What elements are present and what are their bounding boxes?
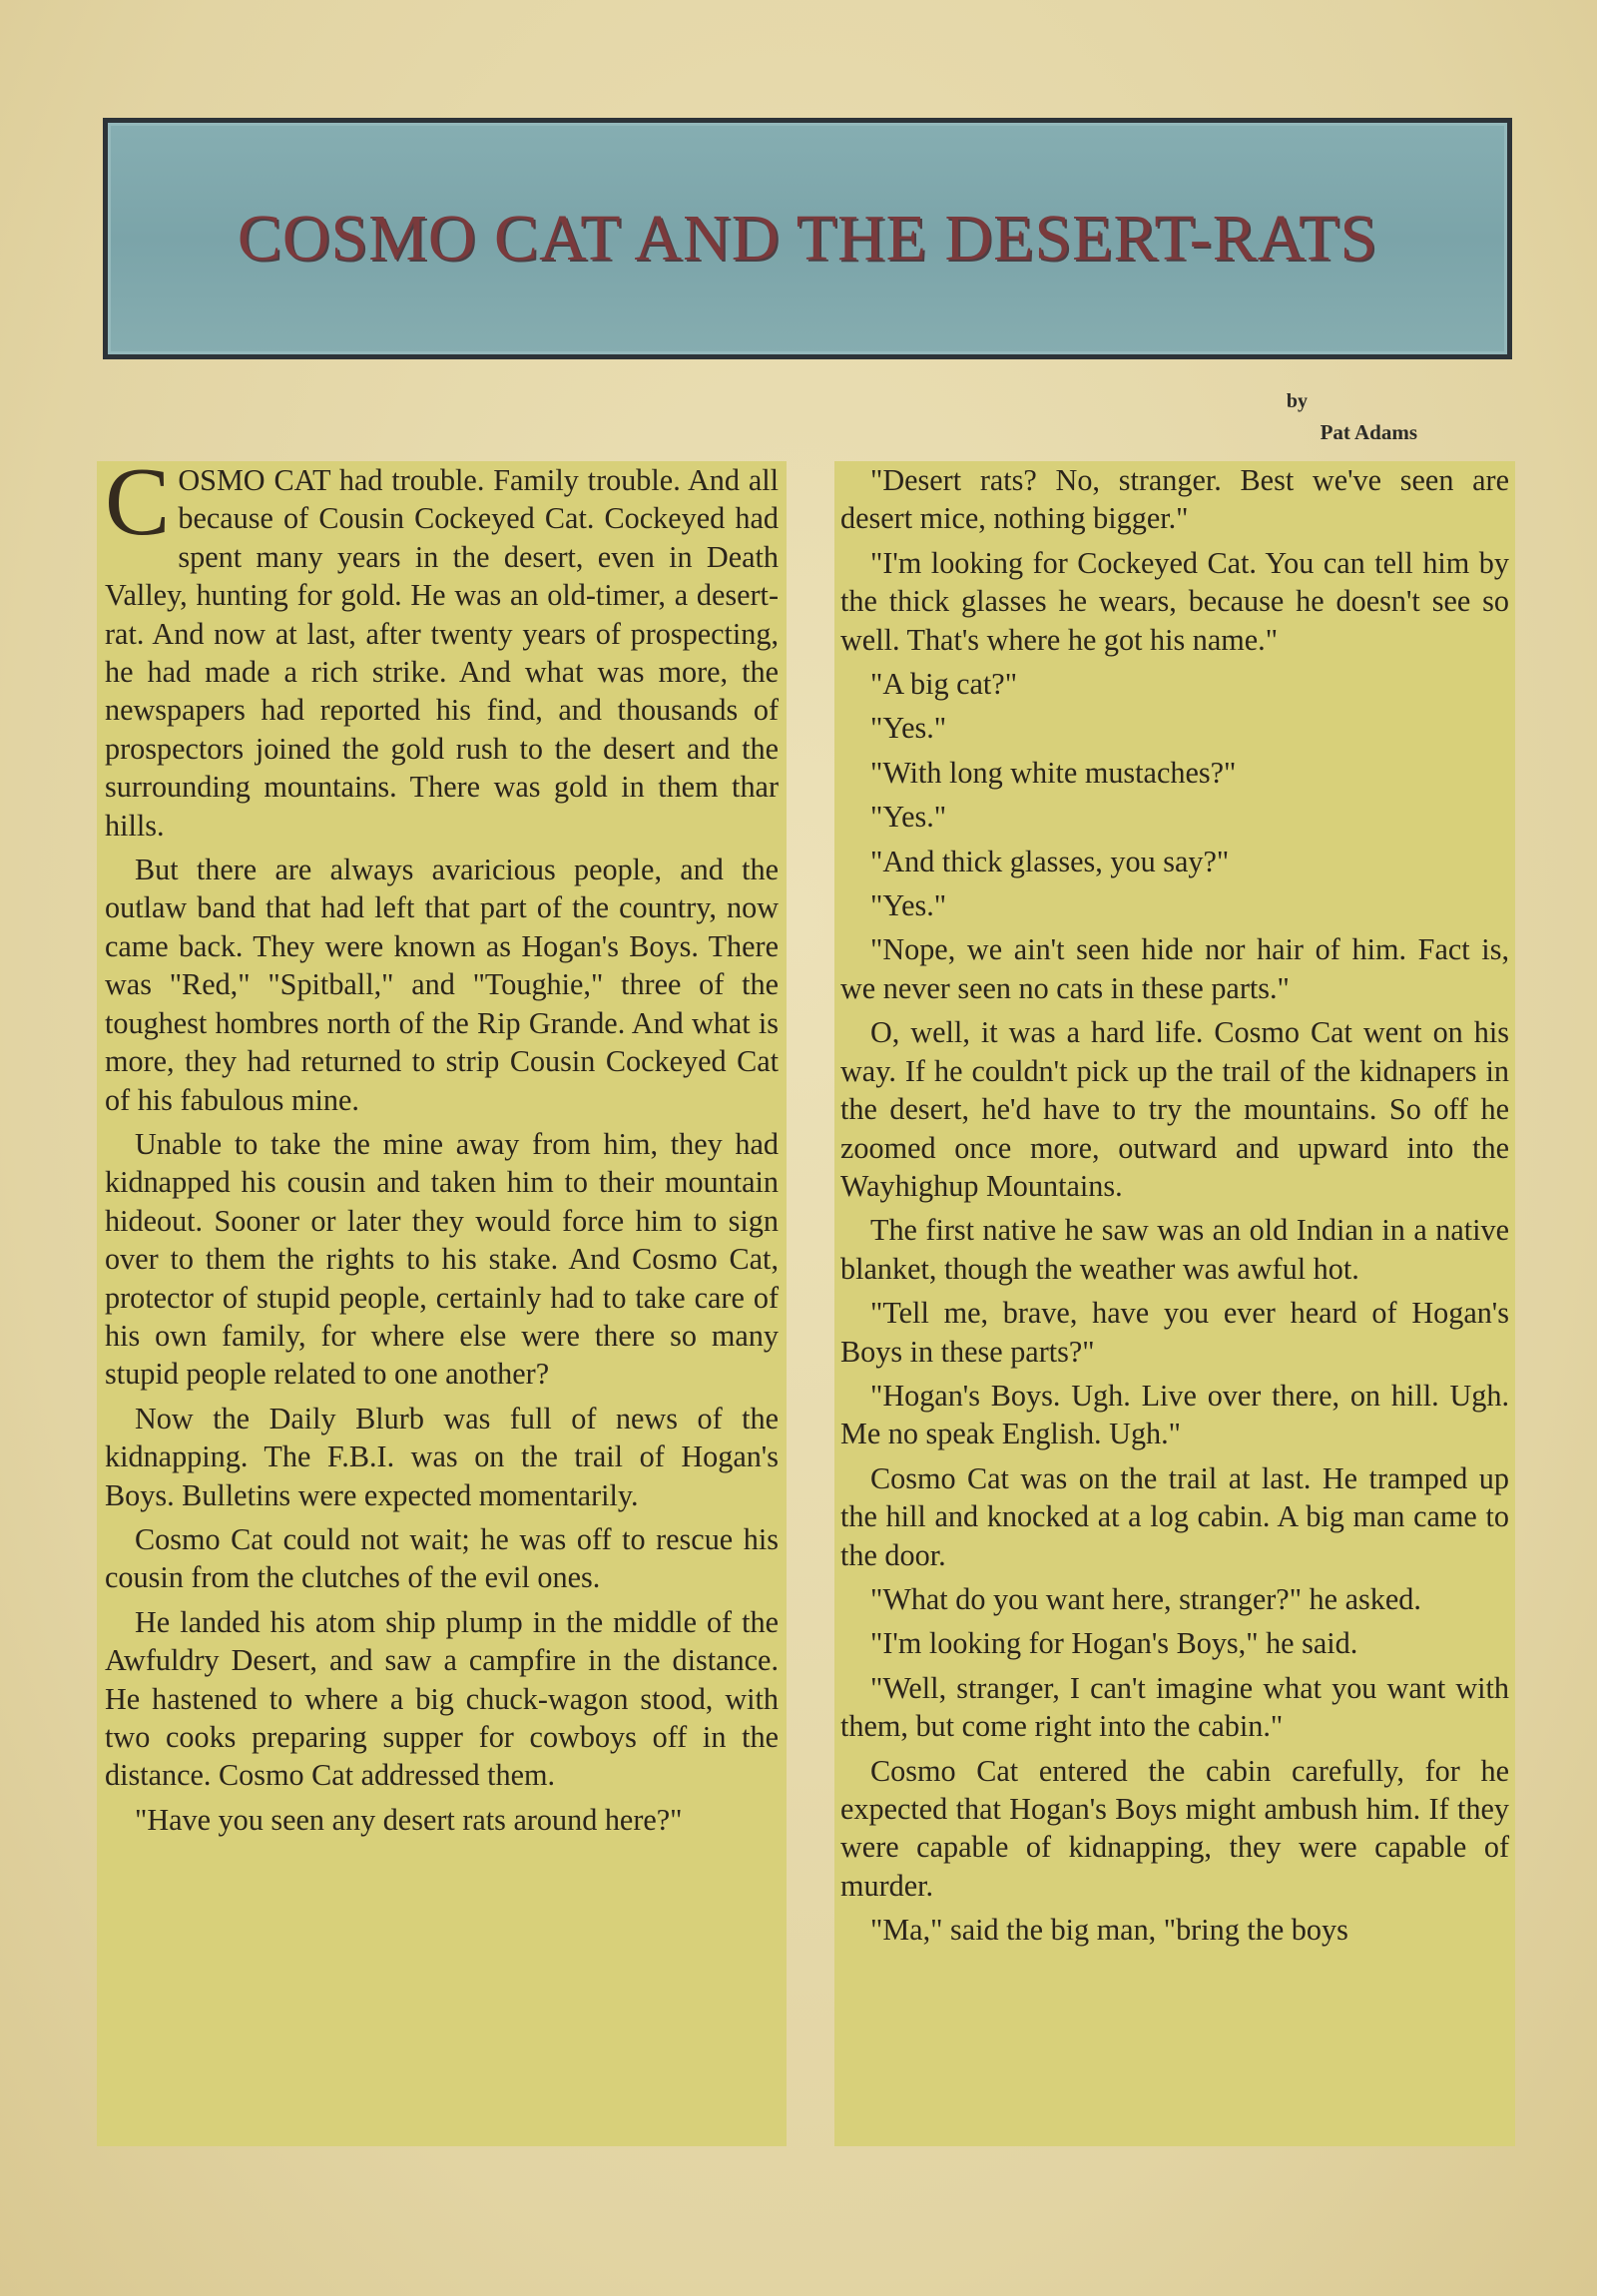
paragraph: "With long white mustaches?" [870,755,1237,790]
paragraph: "I'm looking for Hogan's Boys," he said. [870,1626,1358,1661]
paragraph: "What do you want here, stranger?" he asked. [870,1581,1421,1616]
drop-cap: C [105,461,171,556]
paragraph: "Desert rats? No, stranger. Best we've seen are desert mice, nothing bigger." [840,463,1509,536]
paragraph: Cosmo Cat could not wait; he was off to rescue his cousin from the clutches of the evil ones. [105,1521,779,1595]
paragraph: "Yes." [870,800,947,835]
paragraph: "Have you seen any desert rats around here?" [135,1802,683,1837]
paragraph: "A big cat?" [870,667,1018,702]
paragraph: COSMO CAT had trouble. Family trouble. And all because of Cousin Cockeyed Cat. Cockeyed had spent many years in the desert, even in Death Valley, hunting for gold. He was an old-timer, a desert-rat. And now at last, after twenty years of prospecting, he had made a rich strike. And what was more, the newspapers had reported his find, and thousands of prospectors joined the gold rush to the desert and the surrounding mountains. There was gold in them thar hills. [105,461,779,843]
paragraph: "I'm looking for Cockeyed Cat. You can tell him by the thick glasses he wears, because he doesn't see so well. That's where he got his name." [840,545,1509,657]
paragraph: "Tell me, brave, have you ever heard of Hogan's Boys in these parts?" [840,1296,1509,1369]
paragraph: Cosmo Cat was on the trail at last. He tramped up the hill and knocked at a log cabin. A big man came to the door. [840,1460,1509,1572]
paragraph: O, well, it was a hard life. Cosmo Cat went on his way. If he couldn't pick up the trail of the kidnapers in the desert, he'd have to try the mountains. So off he zoomed once more, outward and upward into the Wayhighup Mountains. [840,1015,1509,1203]
paragraph: Now the Daily Blurb was full of news of the kidnapping. The F.B.I. was on the trail of Hogan's Boys. Bulletins were expected momentarily. [105,1401,779,1512]
paragraph: The first native he saw was an old Indian in a native blanket, though the weather was awful hot. [840,1213,1509,1286]
paragraph: But there are always avaricious people, and the outlaw band that had left that part of the country, now came back. They were known as Hogan's Boys. There was "Red," "Spitball," and "Toughie," three of the toughest hombres north of the Rip Grande. And what is more, they had returned to strip Cousin Cockeyed Cat of his fabulous mine. [105,853,779,1117]
paragraph: "Nope, we ain't seen hide nor hair of him. Fact is, we never seen no cats in these parts." [840,932,1509,1005]
paragraph: "Yes." [870,888,947,923]
paragraph: He landed his atom ship plump in the middle of the Awfuldry Desert, and saw a campfire in the distance. He hastened to where a big chuck-wagon stood, with two cooks preparing supper for cowboys off in the distance. Cosmo Cat addressed them. [105,1604,779,1793]
byline-by: by [1286,390,1308,412]
paragraph: Unable to take the mine away from him, they had kidnapped his cousin and taken him to their mountain hideout. Sooner or later they would force him to sign over to them the rights to his stake. And Cosmo Cat, protector of stupid people, certainly had to take care of his own family, for where else were there so many stupid people related to one another? [105,1126,779,1392]
story-column-left [97,461,787,2146]
byline-author: Pat Adams [1320,420,1417,444]
paragraph: "And thick glasses, you say?" [870,844,1230,878]
paragraph: "Hogan's Boys. Ugh. Live over there, on hill. Ugh. Me no speak English. Ugh." [840,1378,1509,1451]
paragraph: "Ma," said the big man, "bring the boys [870,1913,1348,1948]
paragraph: Cosmo Cat entered the cabin carefully, for he expected that Hogan's Boys might ambush him. If they were capable of kidnapping, they were capable of murder. [840,1753,1509,1903]
paragraph: "Well, stranger, I can't imagine what you want with them, but come right into the cabin." [840,1670,1509,1744]
paragraph: "Yes." [870,711,947,746]
title-banner [103,118,1512,444]
story-column-right [834,461,1515,2146]
story-title: COSMO CAT AND THE DESERT-RATS [237,202,1378,275]
